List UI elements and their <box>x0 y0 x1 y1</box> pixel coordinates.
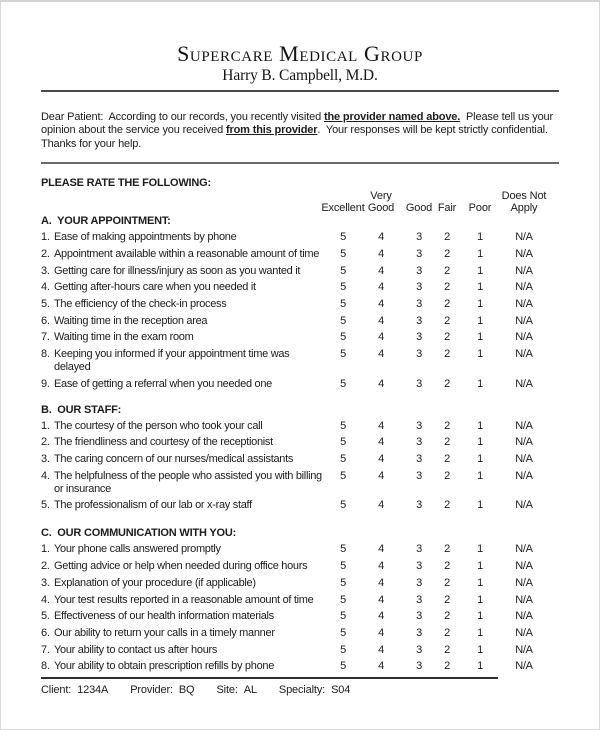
item-number: 1. <box>41 419 50 432</box>
item-number: 8. <box>41 660 50 673</box>
rating-5: 5 <box>340 331 346 344</box>
survey-item-row <box>41 470 559 496</box>
rating-na: N/A <box>515 499 533 512</box>
rating-5: 5 <box>340 660 346 673</box>
item-number: 3. <box>41 576 50 589</box>
item-number: 1. <box>41 231 50 244</box>
rating-2: 2 <box>444 660 450 673</box>
rating-na: N/A <box>515 348 533 361</box>
rating-4: 4 <box>378 660 384 673</box>
rating-2: 2 <box>444 610 450 623</box>
rating-2: 2 <box>444 247 450 260</box>
footer-field-provider <box>130 684 194 696</box>
survey-item-row <box>41 610 559 623</box>
item-text: Getting care for illness/injury as soon as you wanted it <box>54 264 301 277</box>
item-label <box>41 627 326 640</box>
rating-5: 5 <box>340 297 346 310</box>
rating-2: 2 <box>444 543 450 556</box>
intro-rule <box>41 162 559 164</box>
item-text: Our ability to return your calls in a timely manner <box>54 626 275 639</box>
footer-field-specialty <box>279 684 350 696</box>
intro-paragraph <box>41 111 559 151</box>
survey-item-row <box>41 627 559 640</box>
rating-4: 4 <box>378 331 384 344</box>
rating-5: 5 <box>340 576 346 589</box>
survey-item-row <box>41 453 559 466</box>
rating-5: 5 <box>340 560 346 573</box>
column-header-good-label: Good <box>405 201 433 214</box>
item-label <box>41 560 326 573</box>
item-number: 7. <box>41 643 50 656</box>
rating-4: 4 <box>378 231 384 244</box>
rating-4: 4 <box>378 247 384 260</box>
rating-1: 1 <box>477 543 483 556</box>
intro-bold-provider-named-above: the provider named above. <box>323 111 461 123</box>
survey-item-row <box>41 644 559 657</box>
rating-na: N/A <box>515 660 533 673</box>
footer-field-site <box>216 684 256 696</box>
rating-1: 1 <box>477 247 483 260</box>
column-header-does-not-apply <box>502 191 546 214</box>
rating-5: 5 <box>340 610 346 623</box>
intro-text-3: . Your responses will be kept strictly confidential. Thanks for your help. <box>41 124 554 150</box>
rating-4: 4 <box>378 560 384 573</box>
rating-2: 2 <box>444 297 450 310</box>
rating-1: 1 <box>477 348 483 361</box>
footer-label-client: Client: <box>41 683 72 696</box>
rating-3: 3 <box>416 247 422 260</box>
item-label <box>41 543 326 556</box>
rating-na: N/A <box>515 331 533 344</box>
rating-3: 3 <box>416 593 422 606</box>
rating-4: 4 <box>378 576 384 589</box>
rating-1: 1 <box>477 314 483 327</box>
survey-item-row <box>41 265 559 278</box>
column-header-excellent <box>321 191 365 214</box>
rating-na: N/A <box>515 453 533 466</box>
item-text: Your test results reported in a reasonable amount of time <box>54 593 314 606</box>
rating-4: 4 <box>378 610 384 623</box>
rating-5: 5 <box>340 643 346 656</box>
rating-3: 3 <box>416 331 422 344</box>
rating-5: 5 <box>340 593 346 606</box>
rating-3: 3 <box>416 660 422 673</box>
footer-label-site: Site: <box>216 683 238 696</box>
rating-4: 4 <box>378 419 384 432</box>
item-text: The helpfulness of the people who assisted you with billing or insurance <box>54 469 322 495</box>
rating-2: 2 <box>444 419 450 432</box>
rating-1: 1 <box>477 231 483 244</box>
rating-1: 1 <box>477 377 483 390</box>
survey-item-row <box>41 420 559 433</box>
item-label <box>41 298 326 311</box>
item-number: 9. <box>41 377 50 390</box>
rating-1: 1 <box>477 626 483 639</box>
footer <box>41 684 559 696</box>
section-c <box>41 527 559 673</box>
survey-item-row <box>41 298 559 311</box>
survey-item-row <box>41 560 559 573</box>
item-number: 1. <box>41 543 50 556</box>
item-label <box>41 331 326 344</box>
rating-2: 2 <box>444 643 450 656</box>
survey-item-row <box>41 348 559 374</box>
rating-1: 1 <box>477 469 483 482</box>
rating-2: 2 <box>444 499 450 512</box>
survey-item-row <box>41 660 559 673</box>
item-text: The professionalism of our lab or x-ray staff <box>54 499 252 512</box>
rating-5: 5 <box>340 543 346 556</box>
rating-4: 4 <box>378 453 384 466</box>
rating-3: 3 <box>416 543 422 556</box>
rating-1: 1 <box>477 436 483 449</box>
rating-1: 1 <box>477 297 483 310</box>
rating-4: 4 <box>378 314 384 327</box>
item-label <box>41 577 326 590</box>
intro-bold-from-this-provider: from this provider <box>225 124 318 137</box>
rating-na: N/A <box>515 436 533 449</box>
column-header-does-not-apply-label: Apply <box>510 201 538 214</box>
item-number: 4. <box>41 281 50 294</box>
rating-3: 3 <box>416 314 422 327</box>
rating-3: 3 <box>416 281 422 294</box>
rating-4: 4 <box>378 643 384 656</box>
section-title-b: B. OUR STAFF: <box>41 403 122 416</box>
rating-na: N/A <box>515 543 533 556</box>
column-header-very-good-label: Good <box>367 201 395 214</box>
rating-4: 4 <box>378 348 384 361</box>
item-text: Waiting time in the reception area <box>54 314 208 327</box>
section-title-a: A. YOUR APPOINTMENT: <box>41 215 171 228</box>
item-label <box>41 453 326 466</box>
rating-2: 2 <box>444 314 450 327</box>
rating-3: 3 <box>416 297 422 310</box>
item-label <box>41 248 326 261</box>
survey-item-row <box>41 248 559 261</box>
item-number: 6. <box>41 626 50 639</box>
survey-item-row <box>41 499 559 512</box>
item-label <box>41 265 326 278</box>
rating-5: 5 <box>340 264 346 277</box>
rating-1: 1 <box>477 660 483 673</box>
rating-2: 2 <box>444 593 450 606</box>
item-number: 5. <box>41 297 50 310</box>
rating-3: 3 <box>416 453 422 466</box>
rating-na: N/A <box>515 593 533 606</box>
rating-3: 3 <box>416 264 422 277</box>
column-header-poor <box>458 191 502 214</box>
rating-2: 2 <box>444 377 450 390</box>
rating-2: 2 <box>444 469 450 482</box>
item-text: Your phone calls answered promptly <box>54 543 221 556</box>
item-label <box>41 378 326 391</box>
rating-4: 4 <box>378 593 384 606</box>
survey-item-row <box>41 543 559 556</box>
rating-4: 4 <box>378 377 384 390</box>
item-text: The friendliness and courtesy of the receptionist <box>54 436 273 449</box>
rating-na: N/A <box>515 610 533 623</box>
rating-2: 2 <box>444 264 450 277</box>
rating-na: N/A <box>515 576 533 589</box>
rating-columns-header <box>41 191 559 214</box>
rating-4: 4 <box>378 543 384 556</box>
rating-1: 1 <box>477 643 483 656</box>
item-number: 3. <box>41 453 50 466</box>
rating-5: 5 <box>340 436 346 449</box>
rating-na: N/A <box>515 314 533 327</box>
rating-5: 5 <box>340 314 346 327</box>
rating-3: 3 <box>416 469 422 482</box>
item-text: Getting advice or help when needed during office hours <box>54 560 308 573</box>
survey-item-row <box>41 436 559 449</box>
rating-1: 1 <box>477 576 483 589</box>
item-number: 2. <box>41 436 50 449</box>
item-text: Your ability to obtain prescription refills by phone <box>54 660 275 673</box>
footer-value-provider: BQ <box>178 683 195 696</box>
item-label <box>41 231 326 244</box>
survey-item-row <box>41 231 559 244</box>
rating-3: 3 <box>416 643 422 656</box>
clinic-name: Supercare Medical Group <box>177 41 423 66</box>
rating-4: 4 <box>378 469 384 482</box>
footer-value-site: AL <box>243 683 257 696</box>
item-text: The caring concern of our nurses/medical assistants <box>54 453 294 466</box>
rating-5: 5 <box>340 419 346 432</box>
survey-sections <box>41 215 559 673</box>
rating-4: 4 <box>378 281 384 294</box>
item-label <box>41 420 326 433</box>
column-header-does-not-apply-top: Does Not <box>501 190 547 203</box>
item-label <box>41 644 326 657</box>
rating-na: N/A <box>515 643 533 656</box>
rating-2: 2 <box>444 560 450 573</box>
please-rate-heading: PLEASE RATE THE FOLLOWING: <box>41 177 211 190</box>
column-header-fair <box>436 191 458 214</box>
rating-5: 5 <box>340 626 346 639</box>
rating-3: 3 <box>416 348 422 361</box>
rating-na: N/A <box>515 626 533 639</box>
section-b <box>41 404 559 513</box>
rating-2: 2 <box>444 231 450 244</box>
rating-5: 5 <box>340 377 346 390</box>
footer-label-specialty: Specialty: <box>278 683 326 696</box>
item-text: Your ability to contact us after hours <box>54 643 218 656</box>
rating-na: N/A <box>515 264 533 277</box>
intro-text-1: Dear Patient: According to our records, you recently visited <box>41 111 324 123</box>
survey-item-row <box>41 378 559 391</box>
rating-5: 5 <box>340 281 346 294</box>
item-text: Ease of making appointments by phone <box>54 231 237 244</box>
rating-4: 4 <box>378 264 384 277</box>
item-label <box>41 470 326 496</box>
rating-4: 4 <box>378 626 384 639</box>
rating-3: 3 <box>416 436 422 449</box>
survey-item-row <box>41 315 559 328</box>
clinic-header <box>41 42 559 85</box>
rating-1: 1 <box>477 331 483 344</box>
footer-field-client <box>41 684 108 696</box>
column-header-good <box>402 191 436 214</box>
item-number: 4. <box>41 593 50 606</box>
rating-1: 1 <box>477 499 483 512</box>
survey-item-row <box>41 577 559 590</box>
rating-na: N/A <box>515 377 533 390</box>
item-number: 4. <box>41 469 50 482</box>
rating-1: 1 <box>477 419 483 432</box>
item-text: The courtesy of the person who took your call <box>54 419 263 432</box>
item-label <box>41 594 326 607</box>
item-label <box>41 315 326 328</box>
rating-5: 5 <box>340 469 346 482</box>
survey-item-row <box>41 594 559 607</box>
item-label <box>41 348 326 374</box>
rating-3: 3 <box>416 560 422 573</box>
rating-5: 5 <box>340 348 346 361</box>
item-text: Waiting time in the exam room <box>54 331 194 344</box>
rating-2: 2 <box>444 626 450 639</box>
item-number: 2. <box>41 247 50 260</box>
rating-1: 1 <box>477 560 483 573</box>
item-number: 5. <box>41 499 50 512</box>
item-number: 7. <box>41 331 50 344</box>
column-header-very-good-top: Very <box>370 190 392 203</box>
rating-na: N/A <box>515 231 533 244</box>
item-label <box>41 499 326 512</box>
rating-3: 3 <box>416 231 422 244</box>
rating-na: N/A <box>515 297 533 310</box>
rating-na: N/A <box>515 469 533 482</box>
survey-item-row <box>41 331 559 344</box>
section-a <box>41 215 559 391</box>
rating-na: N/A <box>515 560 533 573</box>
item-label <box>41 436 326 449</box>
intro-text-2: Please tell us your opinion about the service you received <box>41 111 556 137</box>
rating-2: 2 <box>444 436 450 449</box>
item-text: Getting after-hours care when you needed it <box>54 281 256 294</box>
item-number: 3. <box>41 264 50 277</box>
provider-name: Harry B. Campbell, M.D. <box>222 67 378 84</box>
column-header-excellent-label: Excellent <box>321 201 365 214</box>
footer-value-specialty: S04 <box>331 683 351 696</box>
column-header-fair-label: Fair <box>437 201 457 214</box>
rating-1: 1 <box>477 453 483 466</box>
rating-3: 3 <box>416 610 422 623</box>
rating-3: 3 <box>416 419 422 432</box>
item-number: 8. <box>41 348 50 361</box>
column-header-poor-label: Poor <box>468 201 492 214</box>
item-text: The efficiency of the check-in process <box>54 297 227 310</box>
item-text: Ease of getting a referral when you needed one <box>54 377 272 390</box>
rating-3: 3 <box>416 377 422 390</box>
rating-5: 5 <box>340 247 346 260</box>
header-rule <box>41 90 559 92</box>
rating-na: N/A <box>515 281 533 294</box>
column-header-very-good <box>360 191 402 214</box>
footer-rule <box>41 677 498 679</box>
item-text: Appointment available within a reasonable amount of time <box>54 247 320 260</box>
rating-4: 4 <box>378 297 384 310</box>
item-label <box>41 610 326 623</box>
footer-value-client: 1234A <box>77 683 109 696</box>
rating-2: 2 <box>444 331 450 344</box>
rating-3: 3 <box>416 576 422 589</box>
rating-2: 2 <box>444 281 450 294</box>
rating-na: N/A <box>515 419 533 432</box>
item-text: Keeping you informed if your appointment time was delayed <box>54 348 290 374</box>
rating-4: 4 <box>378 499 384 512</box>
rating-1: 1 <box>477 281 483 294</box>
item-number: 2. <box>41 560 50 573</box>
rating-5: 5 <box>340 231 346 244</box>
footer-label-provider: Provider: <box>130 683 173 696</box>
rating-2: 2 <box>444 576 450 589</box>
item-text: Explanation of your procedure (if applicable) <box>54 576 256 589</box>
item-text: Effectiveness of our health information materials <box>54 610 274 623</box>
rating-4: 4 <box>378 436 384 449</box>
rating-3: 3 <box>416 499 422 512</box>
rating-na: N/A <box>515 247 533 260</box>
rating-3: 3 <box>416 626 422 639</box>
rating-5: 5 <box>340 453 346 466</box>
item-number: 5. <box>41 610 50 623</box>
section-title-c: C. OUR COMMUNICATION WITH YOU: <box>41 527 237 540</box>
item-label <box>41 660 326 673</box>
item-label <box>41 281 326 294</box>
rating-1: 1 <box>477 264 483 277</box>
rating-1: 1 <box>477 610 483 623</box>
item-number: 6. <box>41 314 50 327</box>
rating-1: 1 <box>477 593 483 606</box>
rating-2: 2 <box>444 348 450 361</box>
rating-2: 2 <box>444 453 450 466</box>
survey-item-row <box>41 281 559 294</box>
rating-5: 5 <box>340 499 346 512</box>
